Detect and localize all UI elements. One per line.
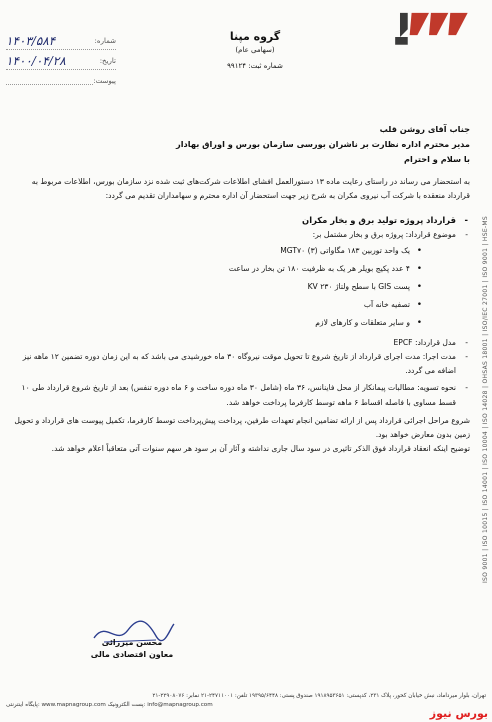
scope-item: • پست GIS با سطح ولتاژ ۲۳۰ KV: [12, 278, 422, 296]
mapna-logo: [380, 8, 478, 66]
date-label: تاریخ:: [99, 56, 116, 65]
letter-date-row: [6, 52, 116, 70]
scope-item: • ۴ عدد پکیج بویلر هر یک به ظرفیت ۱۸۰ تن بخار در ساعت: [12, 260, 422, 278]
mapna-logo-mark: [380, 8, 478, 66]
registration-number: شماره ثبت: ۹۹۱۲۴: [227, 62, 283, 70]
letter-meta: [6, 32, 116, 91]
letter-number-row: [6, 32, 116, 50]
letter-body: [12, 122, 470, 456]
contract-subject: - موضوع قرارداد: پروژه برق و بخار مشتمل بر:: [12, 228, 470, 242]
contract-model: - مدل قرارداد: EPCF: [12, 336, 470, 350]
recipient: جناب آقای روشن قلب: [379, 124, 470, 134]
scope-item: • تصفیه خانه آب: [12, 296, 422, 314]
number-label: شماره:: [94, 36, 116, 45]
company-block: [200, 30, 310, 70]
greeting: با سلام و احترام: [403, 154, 470, 164]
explanation-note: توضیح اینکه انعقاد قرارداد فوق الذکر تاثیری در سود سال جاری نداشته و آثار آن بر سود هر سهم سنوات آتی متعاقباً اعلام خواهد شد.: [51, 444, 470, 454]
signatory-title: معاون اقتصادی مالی: [90, 650, 174, 659]
attachment-label: پیوست:: [93, 76, 116, 85]
date-value: ۱۴۰۰/۰۴/۲۸: [6, 53, 66, 68]
watermark: بورس نیوز: [429, 707, 488, 720]
execution-duration: - مدت اجرا: مدت اجرای قرارداد از تاریخ شروع تا تحویل موقت نیروگاه ۳۰ ماه خورشیدی می باشد که به این زمان دوره تضمین ۱۲ ماهه نیز اضافه می گردد.: [12, 350, 470, 378]
intro-paragraph: به استحضار می رساند در راستای رعایت ماده ۱۳ دستورالعمل افشای اطلاعات شرکت‌های ثبت شده نزد سازمان بورس، اطلاعات مربوط به قرارداد منعقده با شرکت آب نیروی مکران به شرح زیر جهت استحضار آن اداره محترم و سهامداران تقدیم می گردد:: [31, 177, 470, 201]
start-note: شروع مراحل اجرائی قرارداد پس از ارائه تضامین انجام تعهدات طرفین، پرداخت پیش‌پرداخت توسط کارفرما، تکمیل پیوست های قرارداد و تحویل زمین بدون معارض خواهد بود.: [14, 415, 470, 440]
footer-website: پایگاه اینترنتی: www.mapnagroup.com پست الکترونیک: info@mapnagroup.com: [6, 702, 213, 708]
scope-item: • یک واحد توربین ۱۸۳ مگاواتی (۳) MGT۷۰: [12, 242, 422, 260]
number-value: ۱۴۰۳/۵۸۴: [6, 33, 56, 48]
attachment-row: [6, 72, 116, 89]
settlement-method: - نحوه تسویه: مطالبات پیمانکار از محل فاینانس، ۳۶ ماه (شامل ۳۰ ماه دوره ساخت و ۶ ماه دوره تنفس) بعد از تاریخ شروع قرارداد طی ۱۰ قسط مساوی با فاصله اقساط ۶ ماهه توسط کارفرما پرداخت خواهد شد.: [12, 381, 470, 409]
certification-text: ISO 9001 | ISO 10015 | ISO 14001 | ISO 10004 | ISO 14028 | OHSAS 18001 | ISO/IEC 27001 | ISO 9001 | HSE-MS: [481, 216, 489, 584]
signatory-name: محسن میرزائی: [101, 638, 163, 647]
recipient-title: مدیر محترم اداره نظارت بر ناشران بورسی سازمان بورس و اوراق بهادار: [176, 139, 470, 149]
certification-strip: [480, 160, 490, 640]
company-type: (سهامی عام): [235, 46, 275, 54]
letter-footer: [6, 692, 486, 710]
footer-address: تهران، بلوار میرداماد، نبش خیابان کحور، پلاک ۲۳۱، کدپستی: ۱۹۱۸۹۵۳۶۵۱ صندوق پستی: ۱۹۳۹۵/۶۴۴۸ تلفن: ۲۴۷۱۱۰۰۱-۲۱ نمابر: ۲۲۹۰۸۰۷۶-۲۱: [152, 693, 486, 699]
signature-block: [82, 628, 182, 659]
scope-list: [12, 242, 470, 332]
scope-item: • و سایر متعلقات و کارهای لازم: [12, 314, 422, 332]
attachment-line: [6, 76, 93, 85]
company-name: گروه مپنا: [229, 30, 281, 43]
contract-title: - قرارداد پروژه تولید برق و بخار مکران: [12, 213, 470, 227]
